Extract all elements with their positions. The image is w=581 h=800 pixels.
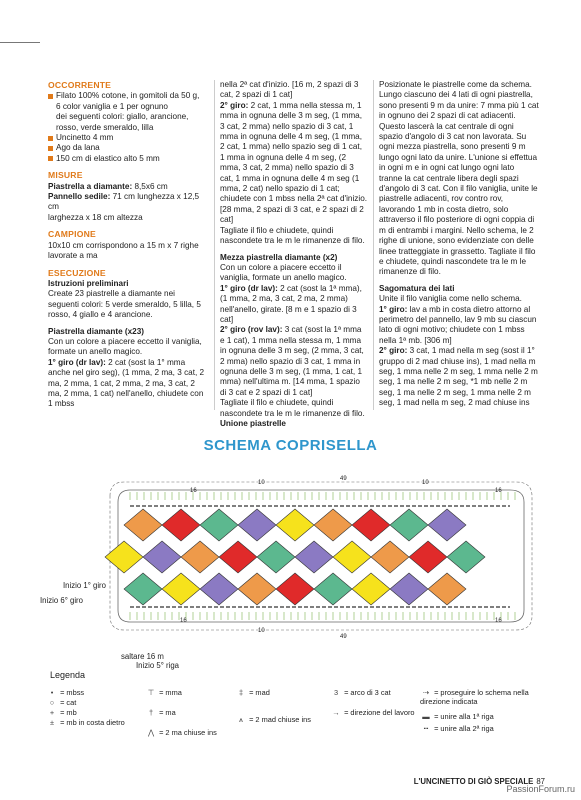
bullet-square-icon (48, 156, 53, 161)
paragraph: 1° giro (dr lav): 2 cat (sost la 1° mma anche nel giro seg), (1 mma, 2 ma, 3 cat, 2 ma, 2 mma, 1 cat, 2 mma, 2 ma, 3 cat, 2 ma, 2 mma, 1 cat) nell'anello, chiudete con 1 mbss (48, 357, 205, 409)
subheading-unione: Unione piastrelle (220, 419, 286, 428)
legend-item: 3 = arco di 3 cat (333, 688, 391, 697)
crochet-chart (100, 462, 540, 652)
diamond-tile-green (257, 541, 295, 573)
paragraph: Con un colore a piacere eccetto il vaniglia, formate un anello magico. (48, 336, 202, 357)
diamond-tile-red (219, 541, 257, 573)
diamond-tile-lilac (200, 573, 238, 605)
legend-item: + = mb (49, 708, 77, 717)
label-inizio-6: Inizio 6° giro (40, 596, 83, 605)
diamond-tile-yellow (333, 541, 371, 573)
diamond-tile-orange (238, 573, 276, 605)
section-campione (48, 229, 208, 261)
page-footer: L'UNCINETTO DI GIÒ SPECIALE 87 (413, 777, 545, 786)
diamond-tile-green (447, 541, 485, 573)
list-item-cont: 6 color vaniglia e 1 per ognuno (56, 101, 168, 111)
diamond-tile-lilac (390, 573, 428, 605)
paragraph: Tagliate il filo e chiudete, quindi nascondete tra le m le rimanenze di filo. (220, 225, 365, 246)
heading-esecuzione: ESECUZIONE (48, 267, 106, 278)
diamond-tile-red (352, 509, 390, 541)
diamond-tiles (105, 509, 485, 605)
label-inizio-1: Inizio 1° giro (63, 581, 106, 590)
count-label: 16 (495, 488, 502, 494)
heading-misure: MISURE (48, 170, 83, 181)
legend-item: ○ = cat (49, 698, 77, 707)
column-instructions (220, 80, 368, 429)
heading-occorrente: OCCORRENTE (48, 80, 112, 90)
diamond-tile-red (276, 573, 314, 605)
count-label: 10 (258, 628, 265, 634)
misure-line: larghezza x 18 cm altezza (48, 212, 143, 222)
legend-item: ‡ = mad (238, 688, 270, 697)
diamond-tile-orange (371, 541, 409, 573)
list-item-cont: dei seguenti colori: giallo, arancione, (56, 112, 189, 122)
count-label: 10 (258, 480, 265, 486)
paragraph: 1° giro (dr lav): 2 cat (sost la 1ª mma), (1 mma, 2 ma, 3 cat, 2 ma, 2 mma) nell'anello, girate. [8 m e 1 spazio di 3 cat] (220, 283, 362, 324)
bullet-square-icon (48, 146, 53, 151)
list-item-cont: rosso, verde smeraldo, lilla (56, 122, 154, 132)
bullet-square-icon (48, 136, 53, 141)
paragraph: 2° giro: 3 cat, 1 mad nella m seg (sost il 1° gruppo di 2 mad chiuse ins), 1 mad nella m seg, 1 mma nelle 2 m seg, 1 mma nelle 2 m seg, 1 ma nelle 2 m seg, *1 mb nelle 2 m seg, 1 ma nelle 2 m seg, 1 mma nelle 2 m seg, 1 mad nella m seg, 2 mad chiuse ins (379, 346, 538, 408)
count-label: 16 (495, 618, 502, 624)
count-label: 16 (180, 618, 187, 624)
column-joining (379, 80, 539, 409)
diamond-tile-yellow (352, 573, 390, 605)
legend-item: ⩚ = 2 mad chiuse ins (238, 715, 311, 724)
diamond-tile-red (162, 509, 200, 541)
subheading-mezza: Mezza piastrella diamante (x2) (220, 252, 338, 262)
chart-title: SCHEMA COPRISELLA (203, 437, 378, 454)
label-inizio-5: Inizio 5° riga (136, 661, 179, 670)
list-item: 150 cm di elastico alto 5 mm (48, 154, 208, 164)
paragraph: 1° giro: lav a mb in costa dietro attorno al perimetro del pannello, lav 9 mb su ciascun lato di ogni motivo; chiudete con 1 mbss nella 1ª mb. [306 m] (379, 304, 537, 345)
diamond-tile-lilac (295, 541, 333, 573)
paragraph: nella 2ª cat d'inizio. [16 m, 2 spazi di 3 cat, 2 spazi di 1 cat] (220, 80, 359, 100)
legend-item: † = ma (148, 708, 176, 717)
diamond-tile-yellow (276, 509, 314, 541)
legend-item: ⇢ = proseguire lo schema nella direzione indicata (420, 688, 529, 706)
diamond-tile-green (390, 509, 428, 541)
diamond-tile-orange (428, 573, 466, 605)
column-divider (214, 80, 215, 410)
diamond-tile-lilac (143, 541, 181, 573)
legend-item: → = direzione del lavoro (332, 708, 415, 717)
misure-line: Pannello sedile: 71 cm lunghezza x 12,5 cm (48, 192, 200, 212)
count-label: 49 (340, 476, 347, 482)
heading-campione: CAMPIONE (48, 229, 96, 240)
paragraph: Unite il filo vaniglia come nello schema. (379, 294, 522, 304)
page-number: 87 (536, 777, 545, 786)
diamond-tile-lilac (238, 509, 276, 541)
subheading-istruzioni: Istruzioni preliminari (48, 278, 129, 288)
diamond-tile-orange (181, 541, 219, 573)
legend-item: ┅ = unire alla 2ª riga (423, 724, 494, 733)
diamond-tile-yellow (162, 573, 200, 605)
legend-item: ⋀ = 2 ma chiuse ins (147, 728, 217, 737)
top-rule (0, 42, 40, 43)
label-saltare: saltare 16 m (121, 652, 164, 661)
count-label: 10 (422, 480, 429, 486)
campione-line: 10x10 cm corrispondono a 15 m x 7 righe (48, 240, 199, 250)
diamond-tile-lilac (428, 509, 466, 541)
section-misure (48, 170, 208, 223)
paragraph: Posizionate le piastrelle come da schema. Lungo ciascuno dei 4 lati di ogni piastrella, sono presenti 9 m da unire: 7 mma più 1 cat in ognuno dei 2 spazi di cat adiacenti. Questo lascerà la cat centrale di ogni spazio d'angolo di 3 cat non lavorata. Su ogni mezza piastrella, sono presenti 9 m lungo ogni lato da unire. L'unione si effettua in ogni m e in ogni cat lungo ogni lato tranne la cat centrale libera degli spazi d'angolo di 3 cat. Con il filo vaniglia, unite le piastrelle adiacenti, rov contro rov, lavorando 1 mb in costa dietro, solo attraverso il filo posteriore di ogni coppia di m di entrambi i margini. Nello schema, le 2 righe di unione, sono evidenziate con delle linee tratteggiate in grassetto. Tagliate il filo e chiudete, quindi nascondete tra le m le rimanenze di filo. (379, 80, 539, 277)
bullet-square-icon (48, 94, 53, 99)
diamond-tile-green (314, 573, 352, 605)
legend-item: • = mbss (50, 688, 85, 697)
column-divider (373, 80, 374, 410)
paragraph: Con un colore a piacere eccetto il vaniglia, formate un anello magico. (220, 262, 347, 283)
legend-title: Legenda (50, 670, 86, 680)
column-materials (48, 80, 208, 416)
list-item: Filato 100% cotone, in gomitoli da 50 g, (48, 91, 208, 101)
legend-item: ⊤ = mma (147, 688, 182, 697)
list-item: Uncinetto 4 mm (48, 133, 208, 143)
diamond-tile-green (124, 573, 162, 605)
diamond-tile-orange (124, 509, 162, 541)
diamond-tile-yellow (105, 541, 143, 573)
section-esecuzione (48, 268, 208, 410)
subheading-sagomatura: Sagomatura dei lati (379, 283, 455, 293)
paragraph: 2° giro: 2 cat, 1 mma nella stessa m, 1 mma in ognuna delle 3 m seg, (1 mma, 3 cat, 2 mma) nello spazio di 3 cat, 1 mma in ognuna delle 4 m seg, (1 mma, 2 cat, 1 mma) nello spazio seg di 1 cat, 1 mma in ognuna delle 4 m seg, (2 mma, 3 cat, 2 mma) nello spazio di 3 cat, 1 mma in ognuna delle 4 m seg (1 mma, 2 cat) nello spazio di 1 cat; chiudete con 1 mbss nella 2ª cat d'inizio. [28 mma, 2 spazi di 3 cat, e 2 spazi di 2 cat] (220, 100, 368, 225)
list-item: Ago da lana (48, 143, 208, 153)
paragraph: 2° giro (rov lav): 3 cat (sost la 1ª mma e 1 cat), 1 mma nella stessa m, 1 mma in ognuna delle 3 m seg, (2 mma, 3 cat, 2 mma) nello spazio di 3 cat, 1 mma in ognuna delle 3 m seg, (1 mma, 1 cat, 1 mma) nell'ultima m. [14 mma, 1 spazio di 3 cat e 2 spazi di 1 cat] (220, 325, 364, 397)
diamond-tile-orange (314, 509, 352, 541)
subheading-piastrella: Piastrella diamante (x23) (48, 326, 145, 336)
paragraph: Tagliate il filo e chiudete, quindi nascondete tra le m le rimanenze di filo. (220, 398, 365, 418)
campione-line: lavorate a ma (48, 251, 98, 261)
count-label: 49 (340, 634, 347, 640)
count-label: 16 (190, 488, 197, 494)
diamond-tile-red (409, 541, 447, 573)
watermark: PassionForum.ru (506, 784, 575, 794)
legend-item: ± = mb in costa dietro (49, 718, 125, 727)
paragraph: Create 23 piastrelle a diamante nei seguenti colori: 5 verde smeraldo, 5 lilla, 5 rosso, 4 giallo e 4 arancione. (48, 289, 201, 320)
misure-line: Piastrella a diamante: 8,5x6 cm (48, 181, 168, 191)
section-occorrente (48, 80, 208, 164)
legend-item: ▬ = unire alla 1ª riga (422, 712, 494, 721)
diamond-tile-green (200, 509, 238, 541)
